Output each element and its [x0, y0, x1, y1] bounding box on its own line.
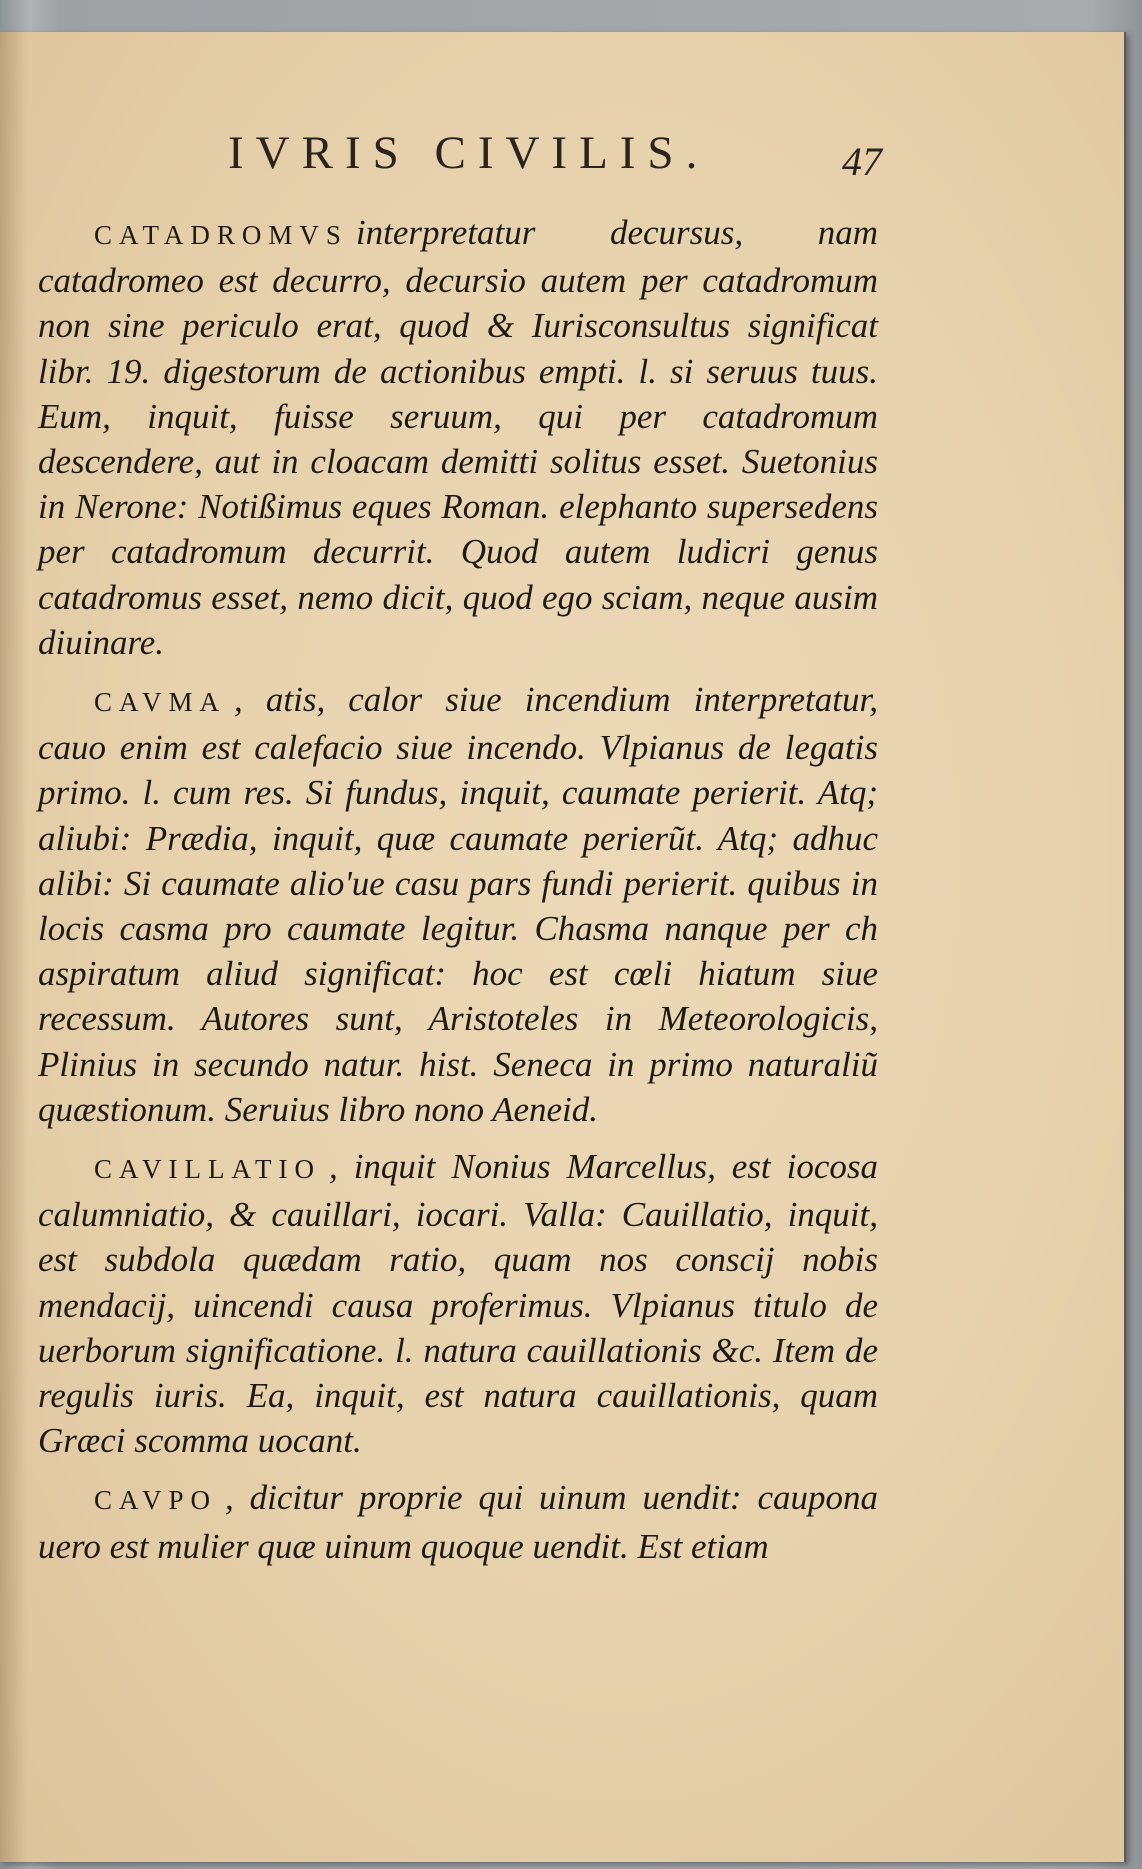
entry-lemma: CAVILLATIO [94, 1154, 321, 1185]
text-block [38, 210, 878, 1581]
entry-text: , inquit Nonius Marcellus, est iocosa calumniatio, & cauillari, iocari. Valla: Cauillatio, inquit, est subdola quædam ratio, quam nos conscij nobis mendacij, uincendi causa proferimus. Vlpianus titulo de uerborum significatione. l. natura cauillationis &c. Item de regulis iuris. Ea, inquit, est natura cauillationis, quam Græci scomma uocant. [38, 1147, 878, 1461]
entry-caupo [38, 1475, 878, 1568]
entry-lemma: CAVMA [94, 687, 227, 718]
entry-catadromus [38, 210, 878, 665]
entry-lemma: CATADROMVS [94, 220, 348, 250]
running-head [0, 124, 1124, 184]
entry-lemma: CAVPO [94, 1485, 218, 1516]
entry-cauillatio [38, 1144, 878, 1463]
book-page [0, 32, 1126, 1862]
page-number: 47 [842, 139, 882, 184]
running-head-title: IVRIS CIVILIS. [228, 127, 710, 179]
entry-text: , dicitur proprie qui uinum uendit: caupona uero est mulier quæ uinum quoque uendit. Est etiam [38, 1478, 878, 1566]
entry-text: interpretatur decursus, nam catadromeo est decurro, decursio autem per catadromum non sine periculo erat, quod & Iurisconsultus significat libr. 19. digestorum de actionibus empti. l. si seruus tuus. Eum, inquit, fuisse seruum, qui per catadromum descendere, aut in cloacam demitti solitus esset. Suetonius in Nerone: Notißimus eques Roman. elephanto supersedens per catadromum decurrit. Quod autem ludicri genus catadromus esset, nemo dicit, quod ego sciam, neque ausim diuinare. [38, 213, 878, 662]
entry-text: , atis, calor siue incendium interpretatur, cauo enim est calefacio siue incendo. Vlpianus de legatis primo. l. cum res. Si fundus, inquit, caumate perierit. Atq; aliubi: Prædia, inquit, quæ caumate perierũt. Atq; adhuc alibi: Si caumate alio'ue casu pars fundi perierit. quibus in locis casma pro caumate legitur. Chasma nanque per ch aspiratum aliud significat: hoc est cœli hiatum siue recessum. Autores sunt, Aristoteles in Meteorologicis, Plinius in secundo natur. hist. Seneca in primo naturaliũ quæstionum. Seruius libro nono Aeneid. [38, 680, 878, 1129]
entry-cauma [38, 677, 878, 1132]
